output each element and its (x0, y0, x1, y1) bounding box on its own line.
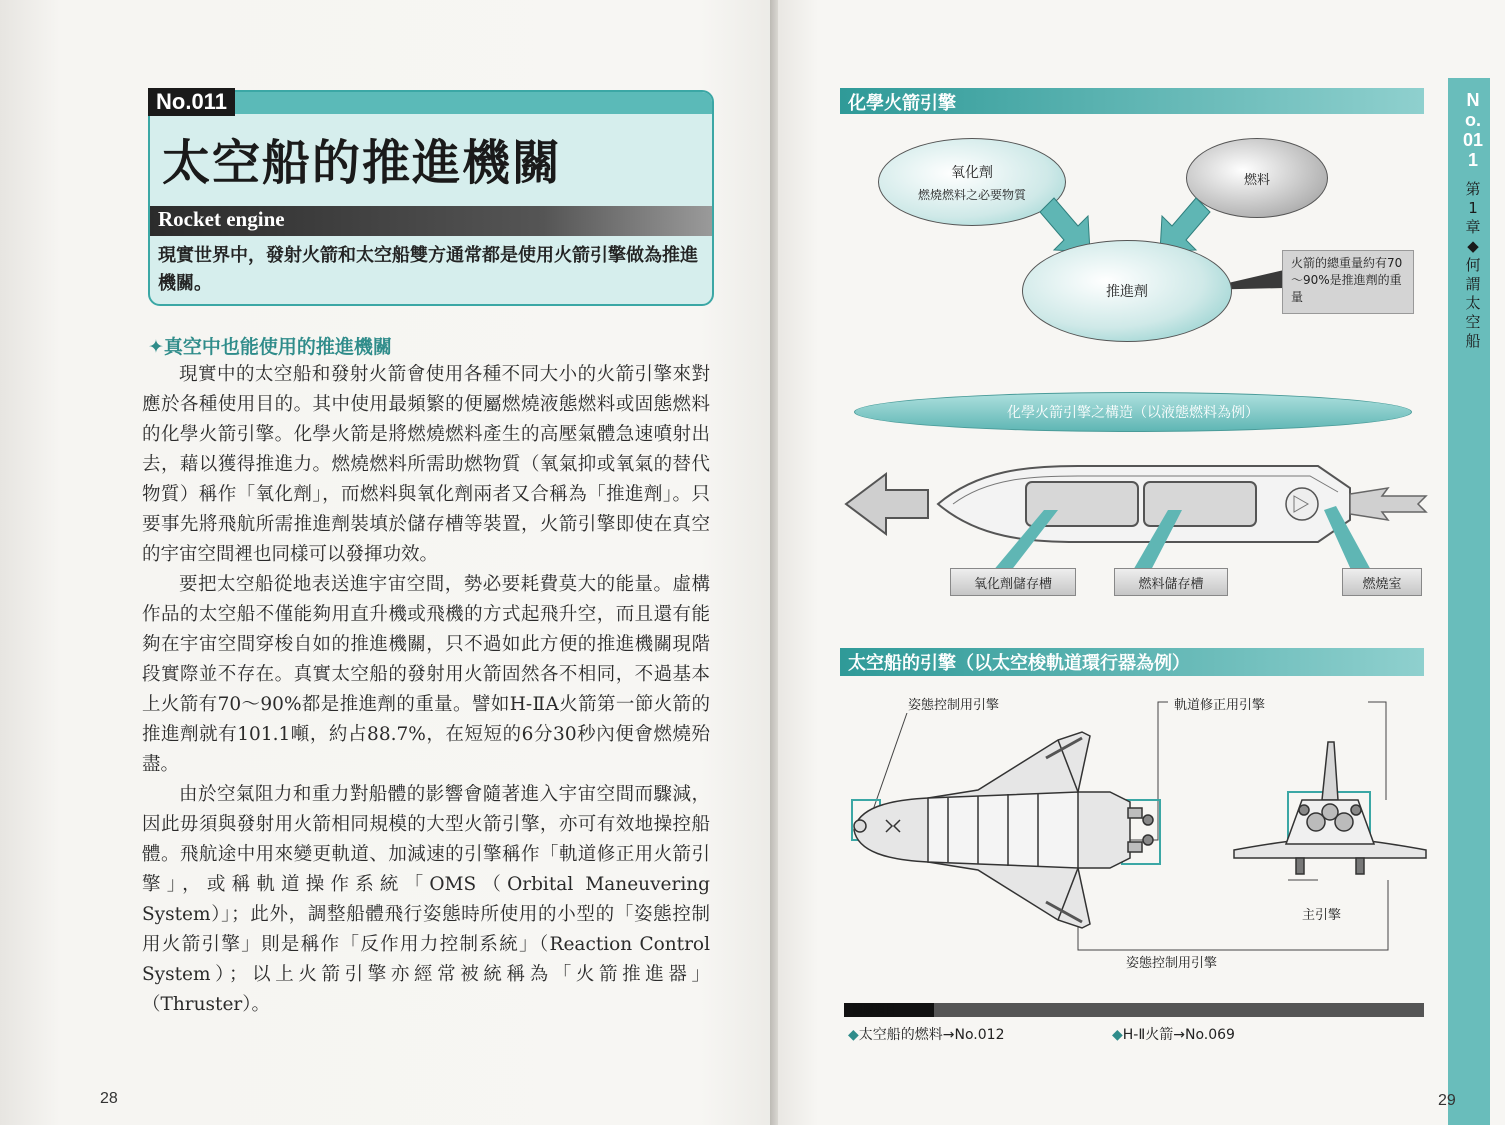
propellant-label: 推進劑 (1106, 284, 1148, 300)
combustion-chamber-shape (1286, 488, 1318, 520)
label-oxidizer-tank: 氧化劑儲存槽 (950, 568, 1076, 596)
thrust-direction-arrow (846, 474, 928, 534)
paragraph-1: 現實中的太空船和發射火箭會使用各種不同大小的火箭引擎來對應於各種使用目的。其中使用最頻繁的便屬燃燒液態燃料或固態燃料的化學火箭引擎。化學火箭是將燃燒燃料產生的高壓氣體急速噴射出去，藉以獲得推進力。燃燒燃料所需助燃物質（氧氣抑或氧氣的替代物質）稱作「氧化劑」，而燃料與氧化劑兩者又合稱為「推進劑」。只要事先將飛航所需推進劑裝填於儲存槽等裝置，火箭引擎即使在真空的宇宙空間裡也同樣可以發揮功效。 (142, 364, 710, 565)
article-header (148, 90, 714, 306)
shuttle-diagram (778, 680, 1448, 1000)
diamond-icon: ◆ (848, 1027, 859, 1043)
related-link-fuel[interactable] (848, 1024, 1004, 1044)
body-text (142, 360, 710, 1020)
page-number-left: 28 (100, 1090, 118, 1107)
fuel-tank-shape (1144, 482, 1256, 526)
article-subtitle: Rocket engine (158, 207, 285, 231)
side-tab-chapter: 第1章◆何謂太空船 (1465, 180, 1481, 350)
related-items-bar (844, 1003, 1424, 1017)
fuel-label: 燃料 (1243, 172, 1270, 188)
related-link-fuel-text: 太空船的燃料→No.012 (858, 1027, 1005, 1043)
shuttle-top-view (854, 732, 1153, 928)
subtitle-bar (150, 206, 712, 236)
propellant-oval (1022, 240, 1232, 342)
article-number-tag: No.011 (148, 88, 235, 116)
article-title: 太空船的推進機關 (162, 135, 563, 191)
label-combustion-chamber: 燃燒室 (1342, 568, 1422, 596)
related-items-header: 關聯項目 (852, 1003, 896, 1016)
right-page (778, 0, 1505, 1125)
oxidizer-description: 燃燒燃料之必要物質 (917, 187, 1026, 202)
article-summary: 現實世界中，發射火箭和太空船雙方通常都是使用火箭引擎做為推進機關。 (158, 245, 698, 294)
exhaust-plume (1350, 488, 1426, 520)
label-attitude-engine-bottom: 姿態控制用引擎 (1122, 952, 1221, 971)
section-heading: ✦真空中也能使用的推進機關 (148, 336, 392, 358)
weight-note: 火箭的總重量約有70～90%是推進劑的重量 (1282, 250, 1414, 314)
side-tab-number: No.011 (1462, 90, 1484, 170)
paragraph-2: 要把太空船從地表送進宇宙空間，勢必要耗費莫大的能量。虛構作品的太空船不僅能夠用直升機或飛機的方式起飛升空，而且還有能夠在宇宙空間穿梭自如的推進機關，只不過如此方便的推進機關現階段實際並不存在。真實太空船的發射用火箭固然各不相同，不過基本上火箭有70～90%都是推進劑的重量。譬如H-ⅡA火箭第一節火箭的推進劑就有101.1噸，約占88.7%，在短短的6分30秒內便會燃燒殆盡。 (142, 574, 710, 775)
label-fuel-tank: 燃料儲存槽 (1114, 568, 1228, 596)
page-number-right: 29 (1438, 1092, 1456, 1109)
related-link-h2-text: H-Ⅱ火箭→No.069 (1122, 1027, 1235, 1043)
structure-caption: 化學火箭引擎之構造（以液態燃料為例） (854, 392, 1412, 432)
paragraph-3: 由於空氣阻力和重力對船體的影響會隨著進入宇宙空間而驟減，因此毋須與發射用火箭相同規模的大型火箭引擎，亦可有效地操控船體。飛航途中用來變更軌道、加減速的引擎稱作「軌道修正用火箭引擎」，或稱軌道操作系統「OMS（Orbital Maneuvering System）」；此外，調整船體飛行姿態時所使用的小型的「姿態控制用火箭引擎」則是稱作「反作用力控制系統」（Reaction Control System）；以上火箭引擎亦經常被統稱為「火箭推進器」（Thruster）。 (142, 784, 710, 1015)
oxidizer-label: 氧化劑 (951, 164, 993, 181)
diamond-icon: ◆ (1112, 1027, 1123, 1043)
label-attitude-engine-top: 姿態控制用引擎 (904, 694, 1003, 713)
section-title-shuttle: 太空船的引擎（以太空梭軌道環行器為例） (848, 653, 1190, 674)
shuttle-rear-view (1234, 742, 1426, 874)
section-title-chemical: 化學火箭引擎 (848, 93, 956, 114)
label-orbit-engine: 軌道修正用引擎 (1170, 694, 1269, 713)
label-main-engine: 主引擎 (1298, 904, 1345, 923)
section-bar-shuttle (840, 648, 1424, 676)
related-link-h2-rocket[interactable] (1112, 1024, 1235, 1044)
related-items-tag (844, 1003, 934, 1017)
